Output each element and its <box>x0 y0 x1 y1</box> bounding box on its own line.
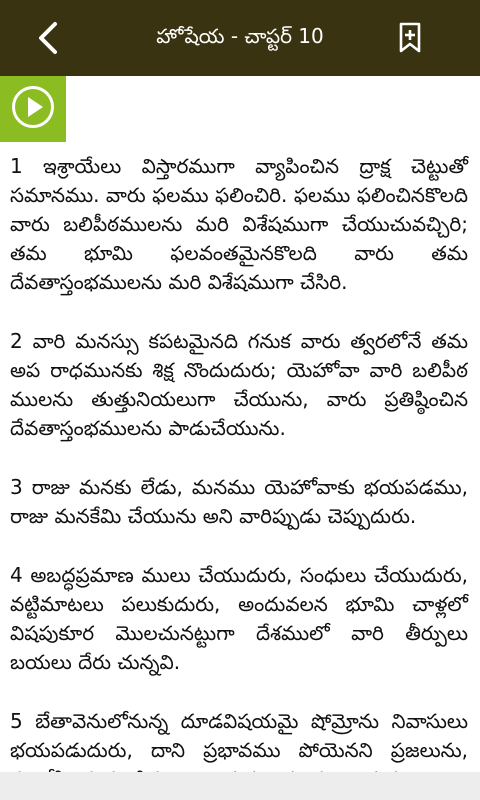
verse: 1 ఇశ్రాయేలు విస్తారముగా వ్యాపించిన ద్రాక్ష చెట్టుతో సమానము. వారు ఫలము ఫలించిరి. ఫలము ఫలించినకొలది వారు బలిపీఠములను మరి విశేషముగా చేయుచువచ్చిరి; తమ భూమి ఫలవంతమైనకొలది వారు తమ దేవతాస్తంభములను మరి విశేషముగా చేసిరి. <box>10 154 468 294</box>
bottom-bar <box>0 772 480 800</box>
back-button[interactable] <box>22 12 74 64</box>
page-title: హోషేయ - చాప్టర్ 10 <box>156 23 324 48</box>
play-icon <box>11 85 55 129</box>
app-header <box>0 0 480 76</box>
chapter-text <box>0 142 480 772</box>
verse: 2 వారి మనస్సు కపటమైనది గనుక వారు త్వరలోనే తమ అప రాధమునకు శిక్ష నొందుదురు; యెహోవా వారి బలిపీఠ ములను తుత్తునియలుగా చేయును, వారు ప్రతిష్ఠించిన దేవతాస్తంభములను పాడుచేయును. <box>10 329 468 440</box>
bookmark-button[interactable] <box>388 16 432 60</box>
play-button[interactable] <box>11 85 55 133</box>
verse: 4 అబద్ధప్రమాణ ములు చేయుదురు, సంధులు చేయుదురు, వట్టిమాటలు పలుకుదురు, అందువలన భూమి చాళ్లలో విషపుకూర మొలచునట్టుగా దేశములో వారి తీర్పులు బయలు దేరు చున్నవి. <box>10 563 468 674</box>
chevron-left-icon <box>36 20 60 56</box>
bookmark-add-icon <box>398 22 422 54</box>
verse: 3 రాజు మనకు లేడు, మనము యెహోవాకు భయపడము, రాజు మనకేమి చేయును అని వారిప్పుడు చెప్పుదురు. <box>10 475 468 528</box>
audio-player-panel <box>0 76 66 142</box>
verse: 5 బేతావెనులోనున్న దూడవిషయమై షోమ్రోను నివాసులు భయపడుదురు, దాని ప్రభావము పోయెనని ప్రజలును, <box>10 709 468 762</box>
